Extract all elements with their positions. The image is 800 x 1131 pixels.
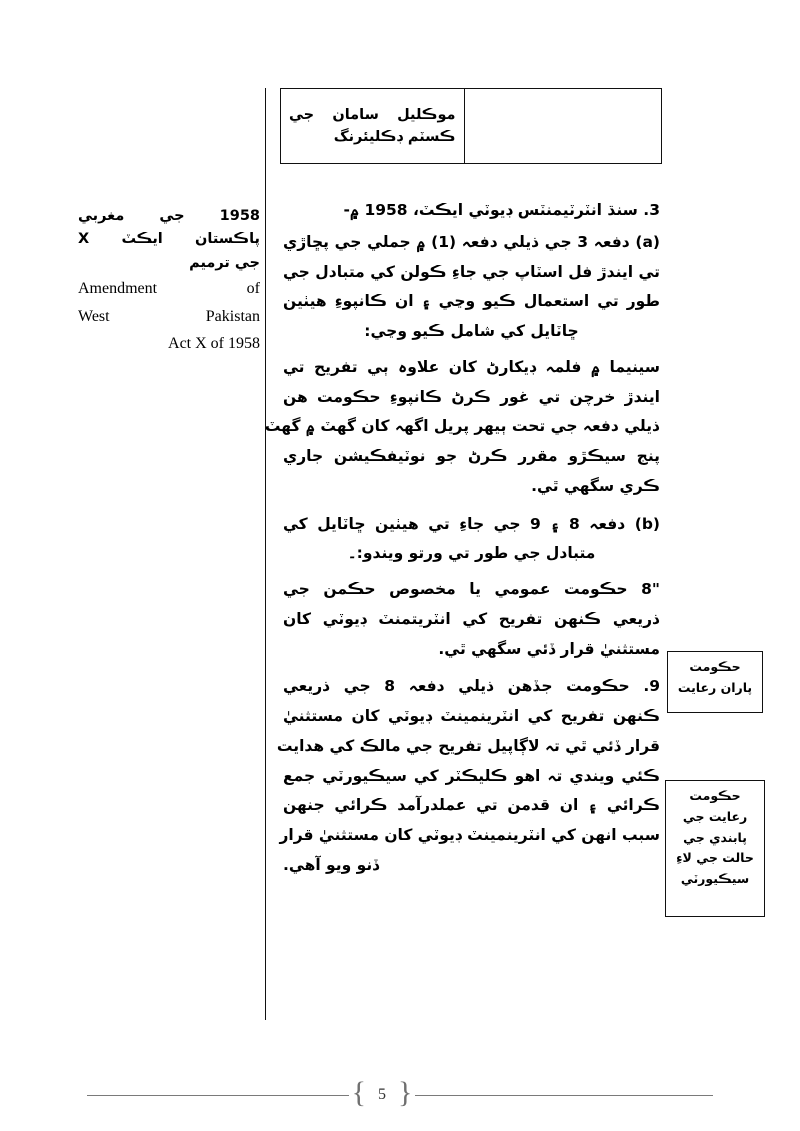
clause-line: 3. سنڌ انٽرٽيمنٽس ڊيوٽي ايڪٽ، 1958 ۾-: [343, 201, 660, 219]
clause-line: (a) دفعہ 3 جي ذيلي دفعہ (1) ۾ جملي جي پڇاڙي: [283, 232, 660, 251]
table-cell-line: موڪليل سامان جي: [289, 106, 456, 123]
footer-rule-left: [87, 1095, 349, 1096]
header-table: [280, 88, 662, 164]
clause-quoted-section-8: [283, 575, 660, 664]
table-cell-consignment: [281, 89, 465, 164]
clause-line: طور تي استعمال ڪيو وڃي ۽ ان ڪانپوءِ هيٺين: [283, 292, 660, 311]
side-note-line: رعايت جي: [682, 808, 748, 824]
clause-line: مستثنيٰ قرار ڏئي سگھي ٿي.: [438, 639, 660, 658]
clause-line: ڪري سگھي ٿي.: [531, 476, 660, 495]
clause-line: ڪئي ويندي تہ اهو ڪليڪٽر کي سيڪيورٽي جمع: [283, 766, 660, 785]
clause-line: ڇاٽايل کي شامل ڪيو وڃي:: [364, 322, 579, 340]
side-note-line: پاران رعايت: [677, 679, 753, 695]
clause-line: پنج سيڪڙو مقرر ڪرڻ جو نوٽيفڪيشن جاري: [283, 447, 660, 465]
clause-line: ايندڙ خرچن تي غور ڪرڻ ڪانپوءِ حڪومت هن: [283, 387, 660, 406]
page-footer: [0, 1075, 800, 1115]
margin-note-sindhi-line: پاڪستان ايڪٽ X: [78, 231, 260, 248]
side-note-line: حالت جي لاءِ: [676, 850, 754, 866]
clause-line: قرار ڏئي ٿي تہ لاڳاپيل تفريح جي مالڪ کي هدايت: [276, 736, 660, 755]
clause-line: ڪنهن تفريح کي انٽرينمينٽ ڊيوٽي کان مستثنيٰ: [283, 707, 660, 725]
clause-line: سينيما ۾ فلمہ ڊيکارڻ کان علاوہ ٻي تفريح تي: [283, 357, 660, 376]
body-column: [264, 196, 661, 881]
column-separator-rule: [265, 88, 266, 1020]
clause-line: ذيلي دفعہ جي تحت ٻيهر پريل اگھہ کان گھٽ ۾ گھٽ: [264, 417, 660, 436]
clause-line: "8 حڪومت عمومي يا مخصوص حڪمن جي: [283, 580, 660, 598]
clause-line: ڏنو ويو آهي.: [283, 855, 380, 874]
clause-b: [283, 510, 660, 570]
side-note-line: حڪومت: [689, 788, 741, 803]
clause-line: 9. حڪومت جڏهن ذيلي دفعہ 8 جي ذريعي: [283, 677, 661, 696]
margin-note-english-line: West Pakistan: [78, 307, 260, 325]
footer-brace-left: {: [351, 1076, 366, 1109]
side-note-line: حڪومت: [689, 659, 741, 674]
clause-line: تي ايندڙ فل اسٽاپ جي جاءِ ڪولن کي متبادل جي: [283, 262, 660, 281]
table-cell-empty: [464, 89, 661, 164]
side-note-line: سيڪيورٽي: [680, 871, 750, 886]
side-note-concession-security: [665, 780, 765, 917]
margin-note: [78, 205, 260, 358]
clause-heading: [283, 196, 660, 226]
table-row: [281, 89, 662, 164]
margin-note-sindhi-line: جي ترميم: [189, 254, 260, 271]
clause-a: [283, 228, 660, 347]
clause-line: (b) دفعہ 8 ۽ 9 جي جاءِ تي هيٺين ڇاٽايل کي: [283, 514, 661, 533]
clause-line: متبادل جي طور تي ورتو ويندو:۔: [347, 544, 596, 563]
margin-note-sindhi-line: 1958 جي مغربي: [78, 208, 260, 224]
clause-line: سبب انهن کي انٽرينمينٽ ڊيوٽي کان مستثنيٰ قرار: [279, 826, 660, 844]
page-number: 5: [378, 1086, 386, 1103]
side-note-line: پابندي جي: [683, 829, 747, 845]
clause-line: ذريعي ڪنهن تفريح کي انٽريتمنٽ ڊيوٽي کان: [283, 609, 660, 628]
footer-brace-right: }: [398, 1076, 413, 1109]
clause-cinema-proviso: [264, 353, 660, 502]
side-note-government-concession: [667, 651, 763, 713]
footer-rule-right: [415, 1095, 713, 1096]
margin-note-english-line: Amendment of: [78, 280, 260, 298]
clause-section-9: [276, 672, 661, 880]
clause-line: ڪرائي ۽ ان قدمن تي عملدرآمد ڪرائي جنهن: [283, 796, 660, 815]
table-cell-line: ڪسٽم ڊڪليئرنگ: [333, 129, 456, 145]
margin-note-english-line: Act X of 1958: [168, 335, 260, 353]
